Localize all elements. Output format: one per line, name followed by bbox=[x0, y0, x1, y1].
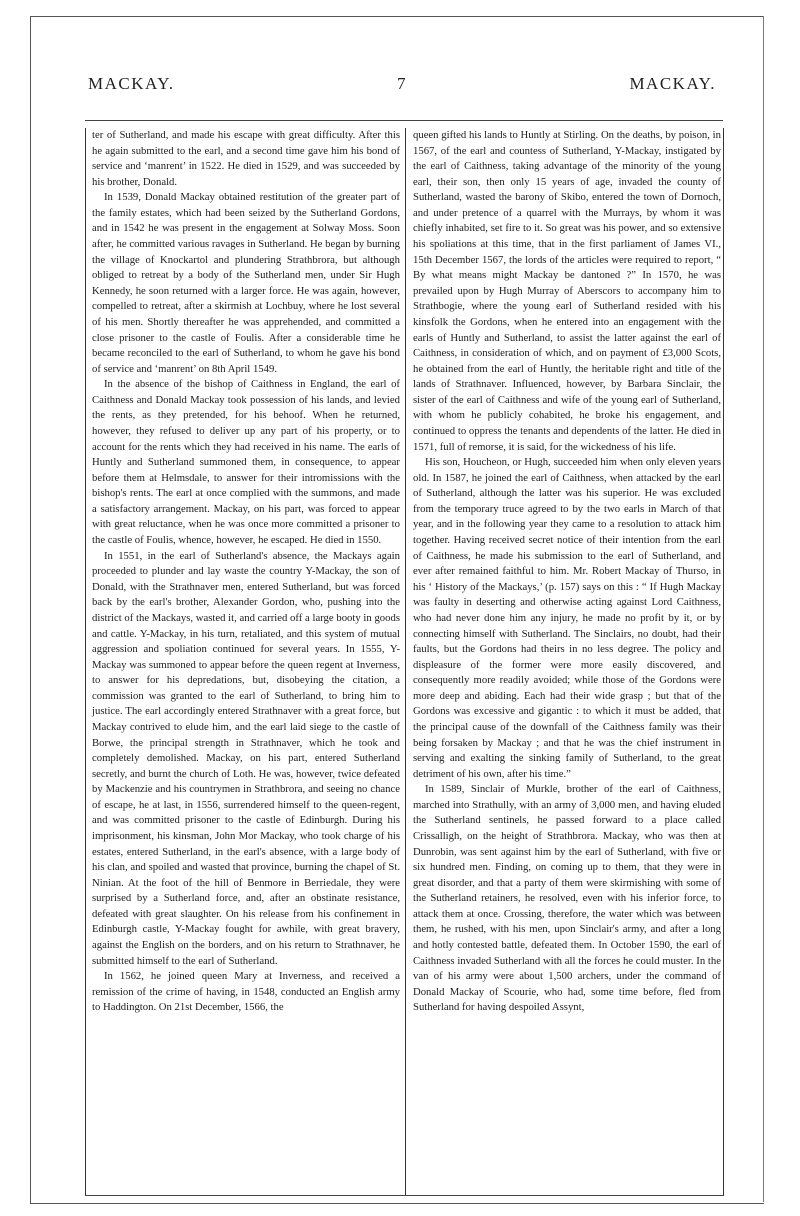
header-right-title: MACKAY. bbox=[629, 74, 716, 93]
paragraph: In 1539, Donald Mackay obtained restitution of the greater part of the family estates, which had been seized by the Sutherland Gordons, and in 1542 he was present in the engagement at Solway Moss. Soon after, he committed various ravages in Sutherland. He began by burning the village of Knockartol and plundering Strathbrora, but although obliged to retreat by a body of the Sutherland men, under Sir Hugh Kennedy, he soon returned with a larger force. He was again, however, compelled to retreat, after a skirmish at Lochbuy, where he lost several of his men. Shortly thereafter he was apprehended, and committed a close prisoner to the castle of Foulis. After a considerable time he became reconciled to the earl of Sutherland, to whom he gave his bond of service and ‘manrent’ on 8th April 1549. bbox=[92, 191, 400, 375]
page-number: 7 bbox=[397, 74, 407, 93]
left-text-column bbox=[92, 128, 400, 1016]
right-text-column bbox=[413, 128, 721, 1016]
paragraph: In 1589, Sinclair of Murkle, brother of the earl of Caithness, marched into Strathully, with an army of 3,000 men, and having eluded the Sutherland sentinels, he passed forward to a place called Crissalligh, on the height of Strathbrora. Mackay, who was then at Dunrobin, was sent against him by the earl of Sutherland, with five or six hundred men. Finding, on coming up to them, that they were in great disorder, and that a party of them were skirmishing with some of the Sutherland retainers, he resolved, even with his inferior force, to attack them at once. Crossing, therefore, the water which was between them, he rushed, with his men, upon Sinclair's army, and after a long and hotly contested battle, defeated them. In October 1590, the earl of Caithness invaded Sutherland with all the forces he could muster. In the van of his army were about 1,500 archers, under the command of Donald Mackay of Scourie, who had, some time before, fled from Sutherland for having despoiled Assynt, bbox=[413, 783, 721, 1014]
top-rule bbox=[85, 120, 723, 121]
paragraph: queen gifted his lands to Huntly at Stirling. On the deaths, by poison, in 1567, of the earl and countess of Sutherland, Y-Mackay, instigated by the earl of Caithness, taking advantage of the minority of the young earl, their son, then only 15 years of age, invaded the county of Sutherland, wasted the barony of Skibo, entered the town of Dornoch, and under pretence of a quarrel with the Murrays, by whom it was chiefly inhabited, set fire to it. So great was his power, and so extensive his spoliations at this time, that in the first parliament of James VI., 15th December 1567, the lords of the articles were required to report, “ By what means might Mackay be dantoned ?” In 1570, he was prevailed upon by Hugh Murray of Aberscors to accompany him to Strathbogie, where the young earl of Sutherland resided with his kinsfolk the Gordons, when he entered into an engagement with the earls of Huntly and Sutherland, to assist the latter against the earl of Caithness, in consideration of which, and on payment of £3,000 Scots, he obtained from the earl of Huntly, the heritable right and title of the lands of Strathnaver. Influenced, however, by Barbara Sinclair, the sister of the earl of Caithness and wife of the young earl of Sutherland, with whom he publicly cohabited, he broke his engagement, and continued to oppress the tenants and dependents of the latter. He died in 1571, full of remorse, it is said, for the wickedness of his life. bbox=[413, 129, 721, 453]
page-frame-right-edge bbox=[763, 16, 764, 1202]
paragraph: In 1551, in the earl of Sutherland's absence, the Mackays again proceeded to plunder and lay waste the country Y-Mackay, the son of Donald, with the Strathnaver men, entered Sutherland, but was forced back by the earl's brother, Alexander Gordon, who, pushing into the district of the Mackays, wasted it, and carried off a large booty in goods and cattle. Y-Mackay, in his turn, retaliated, and this system of mutual aggression and spoliation continued for several years. In 1555, Y-Mackay was summoned to appear before the queen regent at Inverness, to answer for his depredations, but, disobeying the citation, a commission was granted to the earl of Sutherland, to bring him to justice. The earl accordingly entered Strathnaver with a great force, but Mackay contrived to elude him, and the earl laid siege to the castle of Borwe, the principal strength in Strathnaver, which he took and completely demolished. Mackay, on his part, entered Sutherland secretly, and burnt the church of Loth. He was, however, twice defeated by Mackenzie and his countrymen in Strathbrora, and seeing no chance of escape, he at last, in 1556, surrendered himself to the queen-regent, and was committed prisoner to the castle of Edinburgh. During his imprisonment, his kinsman, John Mor Mackay, who took charge of his estates, entered Sutherland, in the earl's absence, with a large body of his clan, and spoiled and wasted that province, burning the chapel of St. Ninian. At the foot of the hill of Benmore in Berriedale, they were surprised by a Sutherland force, and, after an obstinate resistance, defeated with great slaughter. On his release from his confinement in Edinburgh castle, Y-Mackay fought for awhile, with great bravery, against the English on the borders, and on his return to Strathnaver, he submitted himself to the earl of Sutherland. bbox=[92, 549, 400, 967]
paragraph: In 1562, he joined queen Mary at Inverness, and received a remission of the crime of having, in 1548, conducted an English army to Haddington. On 21st December, 1566, the bbox=[92, 970, 400, 1014]
running-header bbox=[88, 74, 716, 94]
left-border-rule bbox=[85, 128, 86, 1196]
bottom-rule bbox=[85, 1195, 723, 1196]
column-divider bbox=[405, 128, 406, 1196]
paragraph: In the absence of the bishop of Caithness in England, the earl of Caithness and Donald Mackay took possession of his lands, and levied the rents, as they pretended, for his behoof. When he returned, however, they refused to deliver up any part of his property, or to account for the rents which they had received in his name. The earls of Huntly and Sutherland summoned them, in consequence, to appear before them at Helmsdale, to answer for their intromissions with the bishop's rents. The earl at once complied with the summons, and made a satisfactory arrangement. Mackay, on his part, was forced to appear with great reluctance, when he was once more committed a prisoner to the castle of Foulis, whence, however, he escaped. He died in 1550. bbox=[92, 378, 400, 547]
paragraph: His son, Houcheon, or Hugh, succeeded him when only eleven years old. In 1587, he joined the earl of Caithness, when attacked by the earl of Sutherland, although the latter was his superior. He was excluded from the temporary truce agreed to by the two earls in March of that year, and in the following year they came to a resolution to attack him together. Having received secret notice of their intention from the earl of Caithness, he made his submission to the earl of Sutherland, and ever after remained faithful to him. Mr. Robert Mackay of Thurso, in his ‘ History of the Mackays,’ (p. 157) says on this : “ If Hugh Mackay was faulty in deserting and otherwise acting against Lord Caithness, who had never done him any injury, he made no profit by it, or by connecting himself with Sutherland. The Sinclairs, no doubt, had their faults, but the Gordons had theirs in no less degree. The policy and displeasure of the former were more easily discovered, and consequently more readily avoided; while those of the Gordons were more deep and abiding. Each had their wide grasp ; but that of the Gordons was excessive and gigantic : to which it must be added, that the principal cause of the downfall of the Caithness family was their being forsaken by Mackay ; and that he was the chief instrument in serving and exalting the sinking family of Sutherland, to the great detriment of his own, after his time.” bbox=[413, 456, 721, 780]
right-border-rule bbox=[723, 128, 724, 1196]
header-left-title: MACKAY. bbox=[88, 74, 175, 93]
paragraph: ter of Sutherland, and made his escape with great difficulty. After this he again submitted to the earl, and a second time gave him his bond of service and ‘manrent’ in 1522. He died in 1529, and was succeeded by his brother, Donald. bbox=[92, 129, 400, 188]
